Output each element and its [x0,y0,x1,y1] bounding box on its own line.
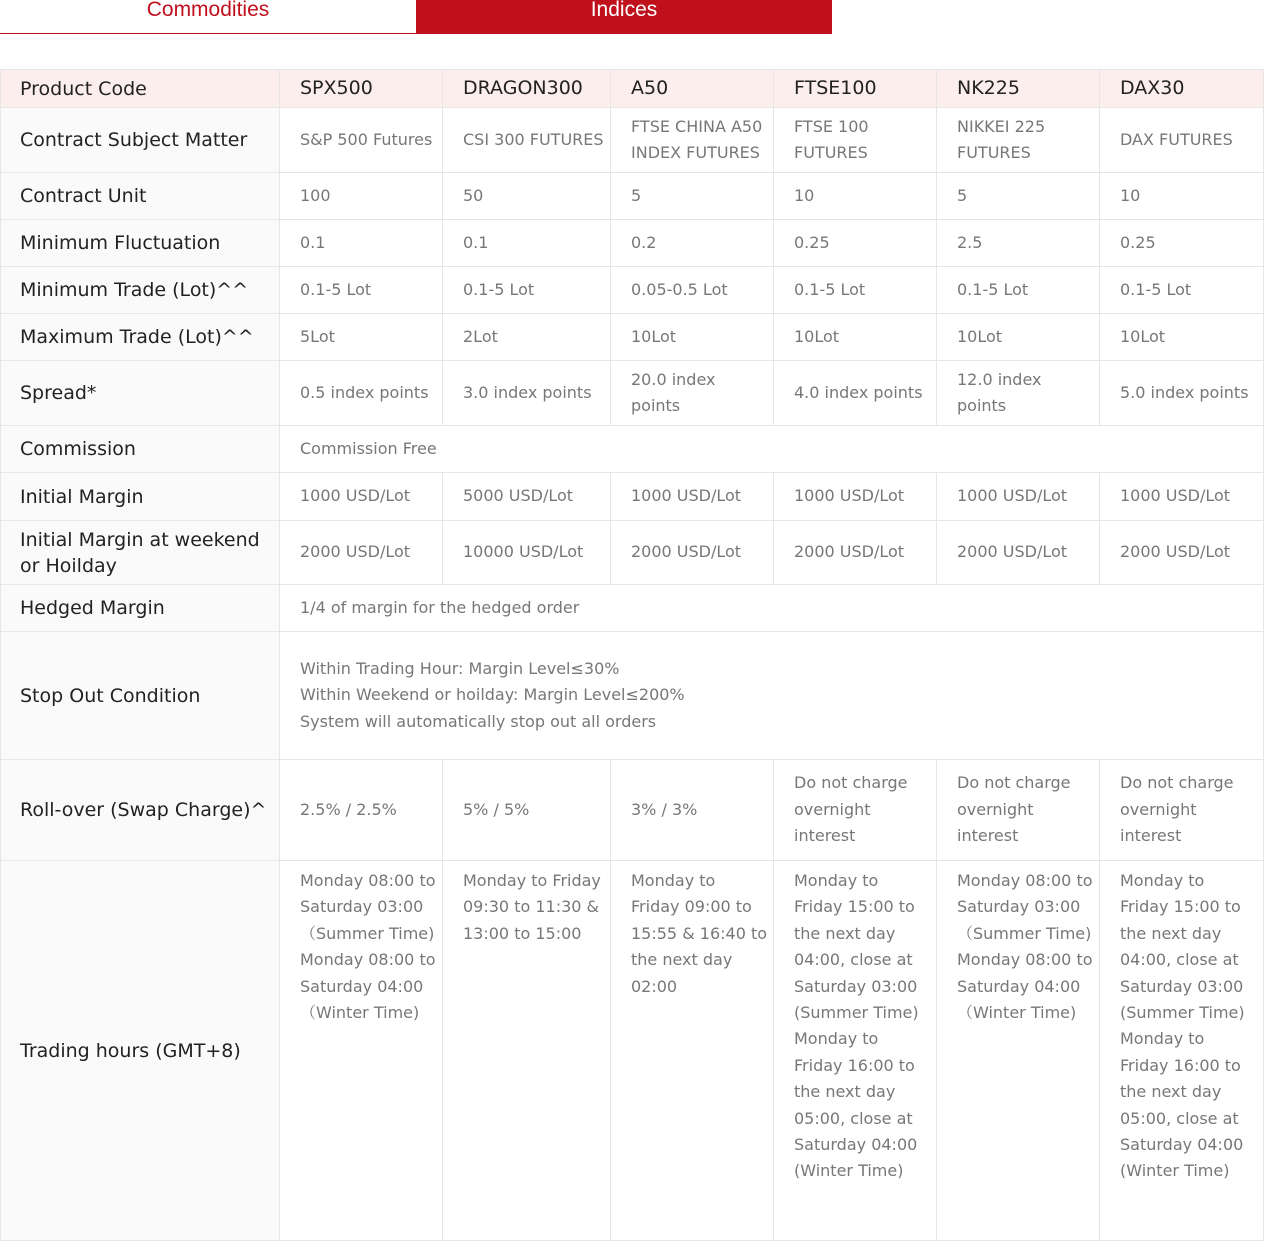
table-cell: 10 [1100,173,1264,220]
table-row [1,267,1264,314]
table-cell: 10000 USD/Lot [443,521,611,585]
table-cell: 0.05-0.5 Lot [611,267,774,314]
table-cell: 0.1-5 Lot [937,267,1100,314]
table-cell: Do not charge overnight interest [774,760,937,861]
table-cell: 0.25 [774,220,937,267]
table-row [1,361,1264,426]
table-cell: 50 [443,173,611,220]
table-cell: S&P 500 Futures [280,108,443,173]
table-cell: 1/4 of margin for the hedged order [280,585,1264,632]
column-header: DAX30 [1100,70,1264,108]
table-cell: 5Lot [280,314,443,361]
row-label: Initial Margin at weekend or Hoilday [1,521,280,585]
table-cell: Commission Free [280,426,1264,473]
table-cell: 0.1-5 Lot [774,267,937,314]
row-label: Minimum Fluctuation [1,220,280,267]
row-label: Contract Unit [1,173,280,220]
table-cell: 0.5 index points [280,361,443,426]
table-cell: 0.25 [1100,220,1264,267]
table-cell: 2000 USD/Lot [774,521,937,585]
table-cell: 2000 USD/Lot [1100,521,1264,585]
table-cell: 0.1 [280,220,443,267]
table-cell: CSI 300 FUTURES [443,108,611,173]
table-cell: 5.0 index points [1100,361,1264,426]
row-label: Product Code [1,70,280,108]
table-cell: 10Lot [937,314,1100,361]
row-label: Roll-over (Swap Charge)^ [1,760,280,861]
table-cell: 5000 USD/Lot [443,473,611,521]
table-cell: 0.2 [611,220,774,267]
table-row [1,632,1264,760]
table-cell: Monday 08:00 to Saturday 03:00 （Summer Time) Monday 08:00 to Saturday 04:00 （Winter Time) [937,861,1100,1241]
table-cell: Do not charge overnight interest [937,760,1100,861]
table-cell: 5% / 5% [443,760,611,861]
table-cell [280,632,1264,760]
table-row [1,521,1264,585]
column-header: FTSE100 [774,70,937,108]
table-cell: 0.1-5 Lot [280,267,443,314]
table-cell: 100 [280,173,443,220]
row-label: Maximum Trade (Lot)^^ [1,314,280,361]
stop-out-line: Within Weekend or hoilday: Margin Level≤200% [300,685,685,705]
table-cell: 1000 USD/Lot [1100,473,1264,521]
table-cell: 1000 USD/Lot [611,473,774,521]
table-cell: 10Lot [1100,314,1264,361]
row-label: Trading hours (GMT+8) [1,861,280,1241]
table-cell: 5 [611,173,774,220]
table-cell: 10 [774,173,937,220]
row-label: Commission [1,426,280,473]
table-cell: 12.0 index points [937,361,1100,426]
table-cell: 0.1 [443,220,611,267]
table-cell: Monday 08:00 to Saturday 03:00 （Summer Time) Monday 08:00 to Saturday 04:00 （Winter Time) [280,861,443,1241]
table-cell: 5 [937,173,1100,220]
row-label: Spread* [1,361,280,426]
tab-commodities[interactable]: Commodities [0,0,416,34]
column-header: NK225 [937,70,1100,108]
table-cell: 3% / 3% [611,760,774,861]
row-label: Minimum Trade (Lot)^^ [1,267,280,314]
table-cell: 2000 USD/Lot [280,521,443,585]
table-cell: 0.1-5 Lot [443,267,611,314]
table-row [1,861,1264,1241]
indices-spec-table [0,69,1264,1241]
table-cell: Monday to Friday 09:30 to 11:30 & 13:00 to 15:00 [443,861,611,1241]
row-label: Contract Subject Matter [1,108,280,173]
column-header: SPX500 [280,70,443,108]
row-label: Initial Margin [1,473,280,521]
table-row [1,220,1264,267]
table-row [1,760,1264,861]
table-cell: 2Lot [443,314,611,361]
table-cell: 1000 USD/Lot [774,473,937,521]
table-cell: FTSE 100 FUTURES [774,108,937,173]
table-cell: 20.0 index points [611,361,774,426]
table-cell: 1000 USD/Lot [937,473,1100,521]
table-cell: DAX FUTURES [1100,108,1264,173]
table-cell: Monday to Friday 15:00 to the next day 04:00, close at Saturday 03:00 (Summer Time) Monday to Friday 16:00 to the next day 05:00, close at Saturday 04:00 (Winter Time) [1100,861,1264,1241]
table-row [1,426,1264,473]
stop-out-line: Within Trading Hour: Margin Level≤30% [300,658,620,678]
table-row [1,314,1264,361]
row-label: Stop Out Condition [1,632,280,760]
stop-out-line: System will automatically stop out all orders [300,711,657,731]
table-row [1,585,1264,632]
table-cell: Do not charge overnight interest [1100,760,1264,861]
table-cell: 2.5% / 2.5% [280,760,443,861]
table-cell: NIKKEI 225 FUTURES [937,108,1100,173]
table-row [1,108,1264,173]
table-row [1,473,1264,521]
table-cell: 3.0 index points [443,361,611,426]
table-header-row [1,70,1264,108]
table-cell: 4.0 index points [774,361,937,426]
table-cell: 1000 USD/Lot [280,473,443,521]
product-tabs [0,0,832,34]
table-cell: 2000 USD/Lot [611,521,774,585]
tab-indices[interactable]: Indices [416,0,832,34]
table-cell: Monday to Friday 15:00 to the next day 04:00, close at Saturday 03:00 (Summer Time) Monday to Friday 16:00 to the next day 05:00, close at Saturday 04:00 (Winter Time) [774,861,937,1241]
table-row [1,173,1264,220]
table-cell: 2.5 [937,220,1100,267]
row-label: Hedged Margin [1,585,280,632]
table-cell: FTSE CHINA A50 INDEX FUTURES [611,108,774,173]
table-cell: 10Lot [611,314,774,361]
column-header: DRAGON300 [443,70,611,108]
table-cell: 10Lot [774,314,937,361]
column-header: A50 [611,70,774,108]
table-cell: 0.1-5 Lot [1100,267,1264,314]
table-cell: 2000 USD/Lot [937,521,1100,585]
table-cell: Monday to Friday 09:00 to 15:55 & 16:40 to the next day 02:00 [611,861,774,1241]
